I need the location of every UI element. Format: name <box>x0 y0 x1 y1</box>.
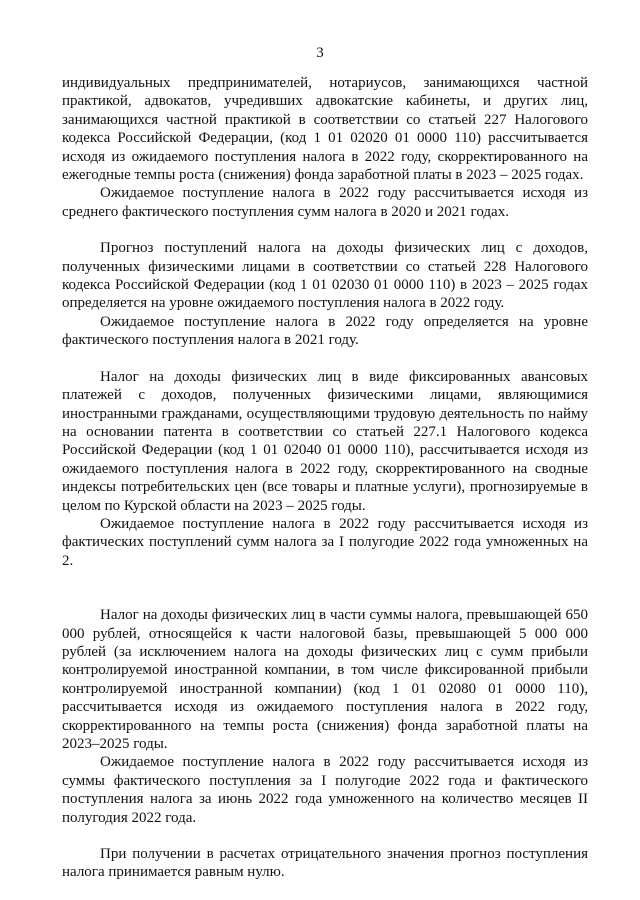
page-number: 3 <box>316 45 324 61</box>
paragraph-ndfl-individual-entrepreneurs: индивидуальных предпринимателей, нотариусов, занимающихся частной практикой, адвокатов, учредивших адвокатские кабинеты, и других лиц, занимающихся частной практикой в соответствии со статьей 227 Налогового кодекса Российской Федерации, (код 1 01 02020 01 0000 110) рассчитывается исходя из ожидаемого поступления налога в 2022 году, скорректированного на ежегодные темпы роста (снижения) фонда заработной платы в 2023 – 2025 годах. <box>62 75 588 184</box>
paragraph-expected-receipt-june: Ожидаемое поступление налога в 2022 году рассчитывается исходя из суммы фактического поступления за I полугодие 2022 года и фактического поступления налога за июнь 2022 года умноженного на количество месяцев II полугодия 2022 года. <box>62 754 588 826</box>
paragraph-spacer <box>62 350 588 368</box>
paragraph-negative-forecast-rule: При получении в расчетах отрицательного значения прогноз поступления налога принимается равным нулю. <box>62 846 588 881</box>
paragraph-expected-receipt-half-year: Ожидаемое поступление налога в 2022 году рассчитывается исходя из фактических поступлений сумм налога за I полугодие 2022 года умноженных на 2. <box>62 515 588 569</box>
paragraph-spacer <box>62 221 588 239</box>
paragraph-expected-receipt-2021: Ожидаемое поступление налога в 2022 году определяется на уровне фактического поступления налога в 2021 году. <box>62 313 588 349</box>
paragraph-expected-receipt-2020-2021: Ожидаемое поступление налога в 2022 году рассчитывается исходя из среднего фактического поступления сумм налога в 2020 и 2021 годах. <box>62 185 588 220</box>
paragraph-ndfl-patent-advance-payments: Налог на доходы физических лиц в виде фиксированных авансовых платежей с доходов, полученных физическими лицами, являющимися иностранными гражданами, осуществляющими трудовую деятельность по найму на основании патента в соответствии со статьей 227.1 Налогового кодекса Российской Федерации (код 1 01 02040 01 0000 110), рассчитывается исходя из ожидаемого поступления налога в 2022 году, скорректированного на сводные индексы потребительских цен (все товары и платные услуги), прогнозируемые в целом по Курской области на 2023 – 2025 годы. <box>62 368 588 514</box>
paragraph-ndfl-over-650000: Налог на доходы физических лиц в части суммы налога, превышающей 650 000 рублей, относящейся к части налоговой базы, превышающей 5 000 000 рублей (за исключением налога на доходы физических лиц с сумм прибыли контролируемой иностранной компании, в том числе фиксированной прибыли контролируемой иностранной компании) (код 1 01 02080 01 0000 110), рассчитывается исходя из ожидаемого поступления налога в 2022 году, скорректированного на темпы роста (снижения) фонда заработной платы на 2023–2025 годы. <box>62 607 588 752</box>
paragraph-ndfl-article-228: Прогноз поступлений налога на доходы физических лиц с доходов, полученных физическими лицами в соответствии со статьей 228 Налогового кодекса Российской Федерации (код 1 01 02030 01 0000 110) в 2023 – 2025 годах определяется на уровне ожидаемого поступления налога в 2022 году. <box>62 240 588 312</box>
paragraph-spacer <box>62 570 588 606</box>
document-body <box>62 74 588 882</box>
paragraph-spacer <box>62 827 588 845</box>
